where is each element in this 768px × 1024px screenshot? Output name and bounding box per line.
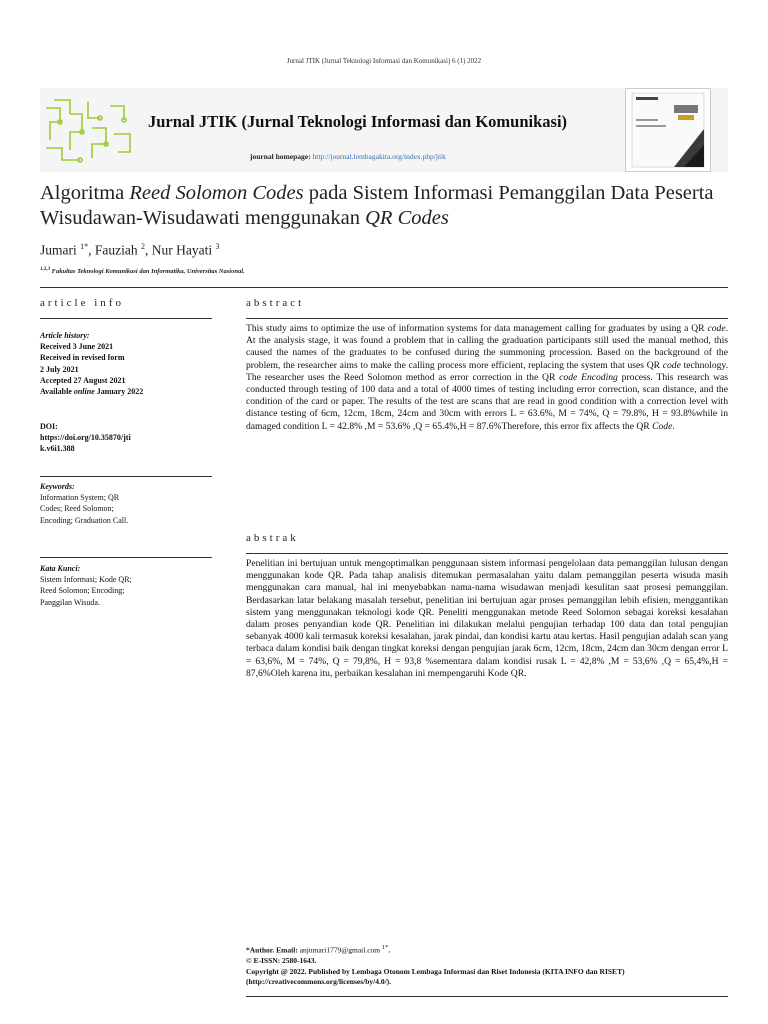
author-list: Jumari $^{1*}$, Fauziah $^2$, Nur Hayati $^3$ [40, 242, 220, 258]
abstract-part: This study aims to optimize the use of information systems for data management calling for graduates by using a QR [246, 323, 708, 334]
doi-link-cont[interactable]: k.v6i1.388 [40, 444, 75, 454]
abstract-heading: abstract [246, 297, 305, 309]
keywords-label: Keywords: [40, 482, 75, 491]
kata-kunci-label: Kata Kunci: [40, 564, 81, 573]
author-name: Nur Hayati [151, 242, 213, 258]
accepted-date: Accepted 27 August 2021 [40, 375, 126, 385]
affiliation-sup: 1,2,3 [40, 267, 50, 272]
received-date: Received 3 June 2021 [40, 342, 114, 352]
affiliation [40, 267, 245, 275]
abstract-part: . [672, 420, 675, 432]
license-line[interactable]: (http://creativecommons.org/licenses/by/4.0/). [246, 977, 392, 986]
abstract-part: technology. The researcher uses the Reed Solomon method as error correction in the QR [246, 359, 728, 383]
keywords-block [40, 481, 212, 526]
copyright-line: Copyright @ 2022. Published by Lembaga Otonom Lembaga Informasi dan Riset Indonesia (KITA INFO dan RISET) [246, 966, 625, 976]
running-head: Jurnal JTIK (Jurnal Teknologi Informasi dan Komunikasi) 6 (1) 2022 [286, 57, 482, 65]
author-sup: 1* [80, 242, 89, 251]
divider [40, 557, 212, 558]
title-italic: QR Codes [365, 207, 449, 229]
issn-line: © E-ISSN: 2580-1643. [246, 956, 317, 965]
available-date [40, 386, 212, 397]
divider [40, 287, 728, 288]
abstract-italic: code Encoding [559, 371, 618, 383]
author-email-label: *Author. Email: [246, 945, 300, 955]
footnote [246, 943, 756, 988]
abstrak-heading: abstrak [246, 532, 299, 544]
doi-label: DOI: [40, 422, 58, 431]
article-title [40, 181, 730, 231]
revised-date: 2 July 2021 [40, 364, 79, 374]
available-post: January 2022 [94, 387, 144, 397]
divider [40, 318, 212, 319]
keyword-line: Codes; Reed Solomon; [40, 504, 114, 514]
title-part: Algoritma [40, 182, 130, 204]
author-sup: 2 [141, 242, 145, 251]
divider [246, 996, 728, 997]
keyword-line: Encoding; Graduation Call. [40, 515, 129, 525]
available-italic: online [73, 387, 95, 397]
abstract-text [246, 323, 728, 433]
available-pre: Available [40, 387, 74, 397]
abstract-part: process. This research was conducted through testing of 100 data and a total of 4000 times of testing including error correction, scan distance, and the condition of the card or paper. The results of the test are scans that are read in good condition with a correction level with distance testing of 6cm, 12cm, 18cm, 24cm and 30cm with errors L = 63.6%, M = 74%, Q = 79.8%, H = 93.8%while in damaged condition L = 42.8% ,M = 53.6% ,Q = 65.4%,H = 87.6%Therefore, this error fix affects the QR [246, 371, 728, 432]
abstract-italic: code [707, 323, 726, 334]
circuit-logo-icon [40, 88, 138, 172]
divider [40, 476, 212, 477]
kata-kunci-line: Sistem Informasi; Kode QR; [40, 575, 132, 585]
history-label: Article history: [40, 331, 90, 340]
author-email-line: *Author. Email: anjumari1779@gmail.com $^{1*}$. [246, 944, 391, 955]
title-italic: Reed Solomon Codes [129, 182, 304, 204]
homepage-link[interactable]: http://journal.lembagakita.org/index.php/jtik [312, 152, 446, 161]
article-history [40, 330, 212, 397]
kata-kunci-block [40, 563, 212, 608]
kata-kunci-line: Reed Solomon; Encoding; [40, 586, 125, 596]
divider [246, 553, 728, 554]
keyword-line: Information System; QR [40, 493, 120, 503]
author-name: Fauziah [94, 242, 138, 258]
abstrak-text: Penelitian ini bertujuan untuk mengoptimalkan penggunaan sistem informasi pengelolaan data pemanggilan lulusan dengan menggunakan kode QR. Pada tahap analisis ditemukan permasalahan yaitu dalam pemanggilan peserta wisuda masih menggunakan cara manual, hal ini menyebabkan nama-nama wisudawan menjadi kesulitan saat prosesi pemanggilan. Berdasarkan latar belakang masalah tersebut, penelitian ini bertujuan agar proses pemanggilan lebih efisien, menggantikan sistem yang menggunakan teknologi kode QR. Peneliti menggunakan metode Reed Solomon sebagai koreksi kesalahan dalam proses penyandian kode QR. Penelitian ini dilakukan melalui pengujian terhadap 100 data dan total pengujian sebanyak 4000 kali termasuk koreksi kesalahan, jarak pindai, dan kondisi kartu atau kertas. Hasil pengujian adalah scan yang terbaca dalam kondisi baik dengan tingkat koreksi dengan pengujian jarak 6cm, 12cm, 18cm, 24cm dan 30cm dengan error L = 63,6%, M = 74%, Q = 79,8%, H = 93,8 %sementara dalam kondisi rusak L = 42,8% ,M = 53,6% ,Q = 65,4%,H = 87,6%Oleh karena itu, perbaikan kesalahan ini mempengaruhi Kode QR. [246, 558, 728, 679]
doi-block [40, 421, 212, 455]
journal-cover-icon [625, 88, 711, 172]
journal-homepage [250, 152, 446, 161]
abstract-italic: Code [652, 420, 673, 432]
article-info-heading: article info [40, 297, 124, 309]
kata-kunci-line: Panggilan Wisuda. [40, 597, 100, 607]
author-sup: 3 [215, 242, 220, 251]
author-name: Jumari [40, 242, 77, 258]
author-email-sup: 1* [382, 944, 389, 951]
affiliation-text: Fakultas Teknologi Komunikasi dan Informatika, Universitas Nasional. [51, 268, 245, 276]
journal-name: Jurnal JTIK (Jurnal Teknologi Informasi dan Komunikasi) [148, 112, 568, 131]
divider [246, 318, 728, 319]
masthead [40, 88, 728, 172]
author-email[interactable]: anjumari1779@gmail.com [299, 945, 381, 955]
homepage-label: journal homepage: [250, 152, 311, 161]
title-part: pada Sistem Informasi Pemanggilan Data Peserta Wisudawan-Wisudawati menggunakan [40, 182, 714, 229]
abstract-italic: code [662, 359, 681, 371]
doi-link[interactable]: https://doi.org/10.35870/jti [40, 433, 131, 443]
revised-label: Received in revised form [40, 353, 125, 363]
abstract-part: . At the analysis stage, it was found a problem that in calling the graduation participants still used the manual method, this caused the names of the graduates to be confused during the summoning procession. Based on the background of the problem, the researcher aims to make the calling process more efficient, replacing the system that uses QR [246, 323, 728, 371]
